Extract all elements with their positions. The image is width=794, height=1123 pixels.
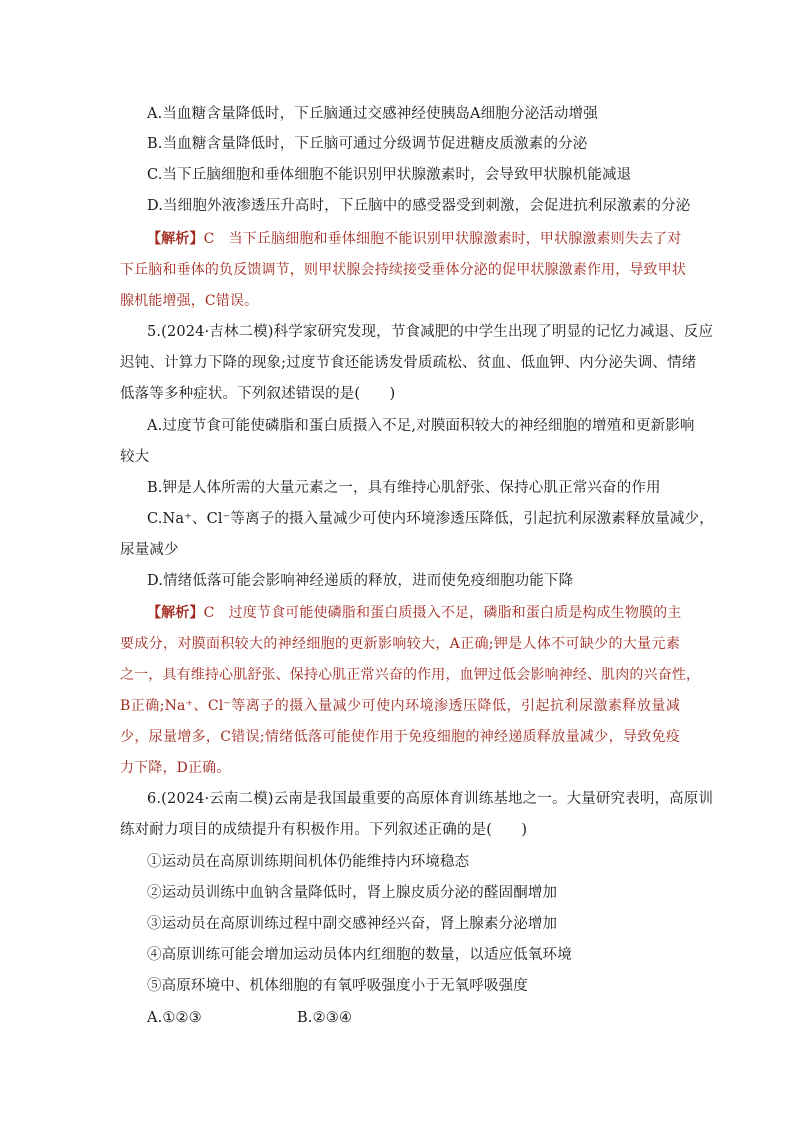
q6-item-1: ①运动员在高原训练期间机体仍能维持内环境稳态 bbox=[147, 854, 470, 870]
q4-option-d: D.当细胞外液渗透压升高时，下丘脑中的感受器受到刺激，会促进抗利尿激素的分泌 bbox=[147, 198, 691, 214]
q6-stem-line-2: 练对耐力项目的成绩提升有积极作用。下列叙述正确的是( ) bbox=[120, 822, 528, 838]
q5-stem-line-3: 低落等多种症状。下列叙述错误的是( ) bbox=[120, 386, 396, 402]
q5-option-d: D.情绪低落可能会影响神经递质的释放，进而使免疫细胞功能下降 bbox=[147, 573, 574, 589]
q4-analysis-line-1: 【解析】C 当下丘脑细胞和垂体细胞不能识别甲状腺激素时，甲状腺激素则失去了对 bbox=[147, 231, 682, 247]
q6-item-4: ④高原训练可能会增加运动员体内红细胞的数量，以适应低氧环境 bbox=[147, 947, 572, 963]
q6-choice-b: B.②③④ bbox=[297, 1010, 353, 1026]
q5-analysis-tag: 【解析】 bbox=[147, 605, 204, 621]
q5-option-b: B.钾是人体所需的大量元素之一，具有维持心肌舒张、保持心肌正常兴奋的作用 bbox=[147, 480, 661, 496]
q4-option-c: C.当下丘脑细胞和垂体细胞不能识别甲状腺激素时，会导致甲状腺机能减退 bbox=[147, 167, 632, 183]
q5-analysis-line-6: 力下降，D正确。 bbox=[120, 760, 231, 776]
q4-analysis-line-3: 腺机能增强，C错误。 bbox=[120, 293, 259, 309]
q5-analysis-line-4: B正确;Na⁺、Cl⁻等离子的摄入量减少可使内环境渗透压降低，引起抗利尿激素释放量减 bbox=[120, 698, 680, 714]
q5-analysis-line-3: 之一，具有维持心肌舒张、保持心肌正常兴奋的作用，血钾过低会影响神经、肌肉的兴奋性， bbox=[120, 667, 701, 683]
q4-option-a: A.当血糖含量降低时，下丘脑通过交感神经使胰岛A细胞分泌活动增强 bbox=[147, 106, 598, 122]
q5-option-a-cont: 较大 bbox=[120, 449, 150, 465]
q6-choice-a: A.①②③ bbox=[147, 1010, 202, 1026]
q4-analysis-tag: 【解析】 bbox=[147, 231, 204, 247]
q6-stem-line-1: 6.(2024·云南二模)云南是我国最重要的高原体育训练基地之一。大量研究表明，高原训 bbox=[147, 791, 714, 807]
q5-option-c-cont: 尿量减少 bbox=[120, 542, 179, 558]
q6-item-2: ②运动员训练中血钠含量降低时，肾上腺皮质分泌的醛固酮增加 bbox=[147, 885, 558, 901]
q5-analysis-line-5: 少，尿量增多，C错误;情绪低落可能使作用于免疫细胞的神经递质释放量减少，导致免疫 bbox=[120, 729, 680, 745]
q6-item-3: ③运动员在高原训练过程中副交感神经兴奋，肾上腺素分泌增加 bbox=[147, 916, 558, 932]
q6-item-5: ⑤高原环境中、机体细胞的有氧呼吸强度小于无氧呼吸强度 bbox=[147, 978, 528, 994]
q5-option-a: A.过度节食可能使磷脂和蛋白质摄入不足,对膜面积较大的神经细胞的增殖和更新影响 bbox=[147, 418, 695, 434]
q5-stem-line-2: 迟钝、计算力下降的现象;过度节食还能诱发骨质疏松、贫血、低血钾、内分泌失调、情绪 bbox=[120, 355, 697, 371]
q5-analysis-line-1: 【解析】C 过度节食可能使磷脂和蛋白质摄入不足，磷脂和蛋白质是构成生物膜的主 bbox=[147, 605, 682, 621]
q5-option-c: C.Na⁺、Cl⁻等离子的摄入量减少可使内环境渗透压降低，引起抗利尿激素释放量减少， bbox=[147, 511, 714, 527]
q4-analysis-line-2: 下丘脑和垂体的负反馈调节，则甲状腺会持续接受垂体分泌的促甲状腺激素作用，导致甲状 bbox=[120, 262, 686, 278]
q5-analysis-line-2: 要成分，对膜面积较大的神经细胞的更新影响较大，A正确;钾是人体不可缺少的大量元素 bbox=[120, 636, 680, 652]
q5-stem-line-1: 5.(2024·吉林二模)科学家研究发现，节食减肥的中学生出现了明显的记忆力减退、反应 bbox=[147, 324, 714, 340]
q4-option-b: B.当血糖含量降低时，下丘脑可通过分级调节促进糖皮质激素的分泌 bbox=[147, 136, 588, 152]
